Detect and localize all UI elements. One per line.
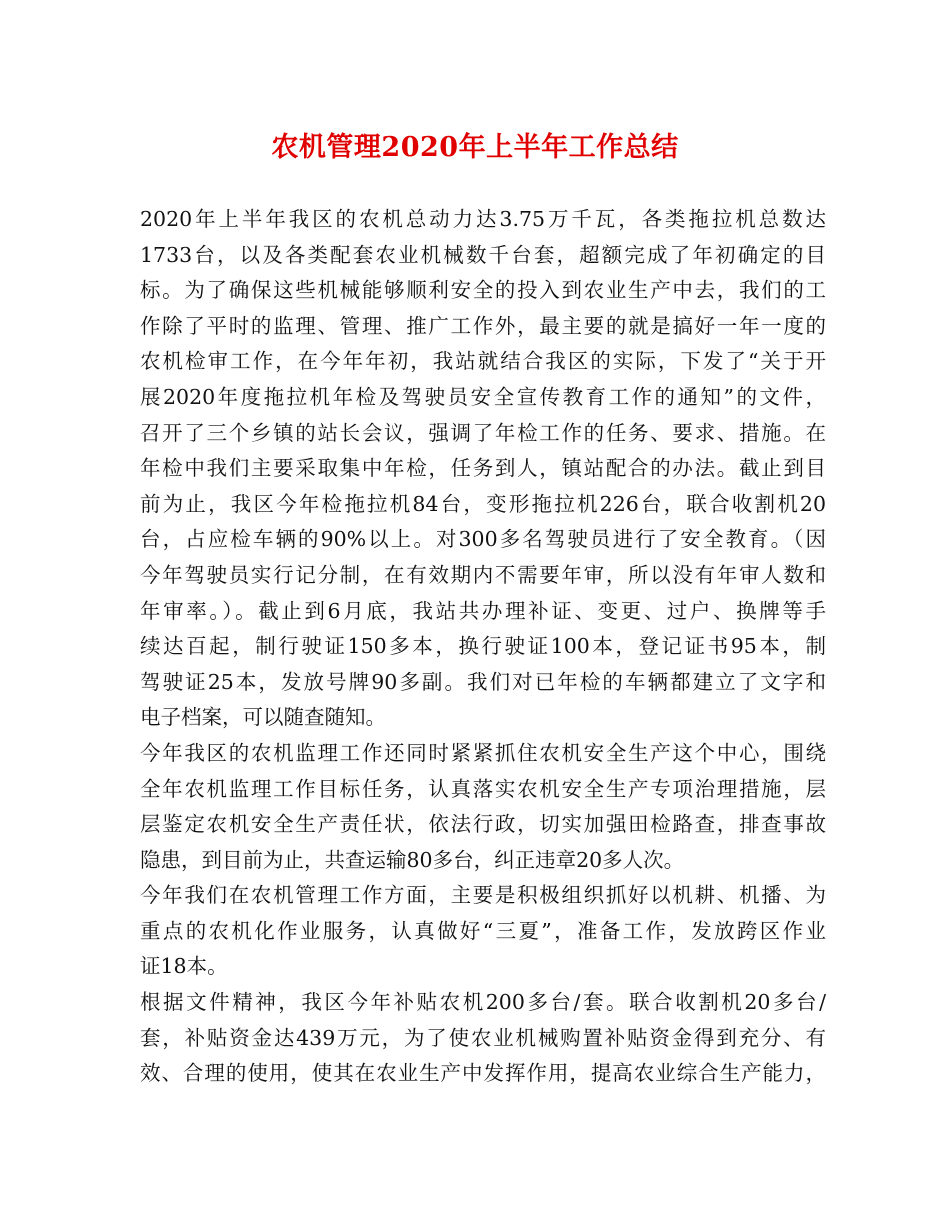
text-line: 年审率。）。截止到6月底，我站共办理补证、变更、过户、换牌等手 (140, 598, 826, 623)
text-line: 台，占应检车辆的90%以上。对300多名驾驶员进行了安全教育。（因 (140, 527, 826, 552)
text-line: 今年驾驶员实行记分制，在有效期内不需要年审，所以没有年审人数和 (140, 562, 826, 587)
text-line: 年检中我们主要采取集中年检，任务到人，镇站配合的办法。截止到目 (140, 456, 826, 481)
text-line: 作除了平时的监理、管理、推广工作外，最主要的就是搞好一年一度的 (140, 313, 826, 338)
text-line: 展2020年度拖拉机年检及驾驶员安全宣传教育工作的通知”的文件， (140, 384, 826, 409)
text-line: 前为止，我区今年检拖拉机84台，变形拖拉机226台，联合收割机20 (140, 491, 826, 516)
text-line: 今年我们在农机管理工作方面，主要是积极组织抓好以机耕、机播、为 (140, 883, 826, 908)
text-line: 重点的农机化作业服务，认真做好“三夏”，准备工作，发放跨区作业 (140, 918, 826, 943)
text-line: 电子档案，可以随查随知。 (140, 705, 386, 730)
text-line: 1733台，以及各类配套农业机械数千台套，超额完成了年初确定的目 (140, 242, 826, 267)
document-title: 农机管理2020年上半年工作总结 (271, 132, 679, 163)
text-line: 全年农机监理工作目标任务，认真落实农机安全生产专项治理措施，层 (140, 776, 826, 801)
text-line: 证18本。 (140, 954, 228, 979)
paragraph-2 (140, 736, 826, 878)
paragraph-4 (140, 985, 826, 1092)
text-line: 召开了三个乡镇的站长会议，强调了年检工作的任务、要求、措施。在 (140, 420, 826, 445)
text-line: 续达百起，制行驶证150多本，换行驶证100本，登记证书95本，制 (140, 634, 826, 659)
text-line: 效、合理的使用，使其在农业生产中发挥作用，提高农业综合生产能力， (140, 1061, 826, 1086)
document-body (140, 202, 826, 1092)
text-line: 农机检审工作，在今年年初，我站就结合我区的实际，下发了“关于开 (140, 349, 826, 374)
text-line: 隐患，到目前为止，共查运输80多台，纠正违章20多人次。 (140, 847, 685, 872)
text-line: 2020年上半年我区的农机总动力达3.75万千瓦，各类拖拉机总数达 (140, 207, 826, 231)
text-line: 套，补贴资金达439万元，为了使农业机械购置补贴资金得到充分、有 (140, 1025, 826, 1050)
text-line: 根据文件精神，我区今年补贴农机200多台/套。联合收割机20多台/ (140, 990, 826, 1015)
text-line: 今年我区的农机监理工作还同时紧紧抓住农机安全生产这个中心，围绕 (140, 740, 826, 765)
text-line: 层鉴定农机安全生产责任状，依法行政，切实加强田检路查，排查事故 (140, 812, 826, 837)
paragraph-3 (140, 878, 826, 985)
text-line: 驾驶证25本，发放号牌90多副。我们对已年检的车辆都建立了文字和 (140, 669, 826, 694)
text-line: 标。为了确保这些机械能够顺利安全的投入到农业生产中去，我们的工 (140, 278, 826, 303)
paragraph-1 (140, 202, 826, 736)
